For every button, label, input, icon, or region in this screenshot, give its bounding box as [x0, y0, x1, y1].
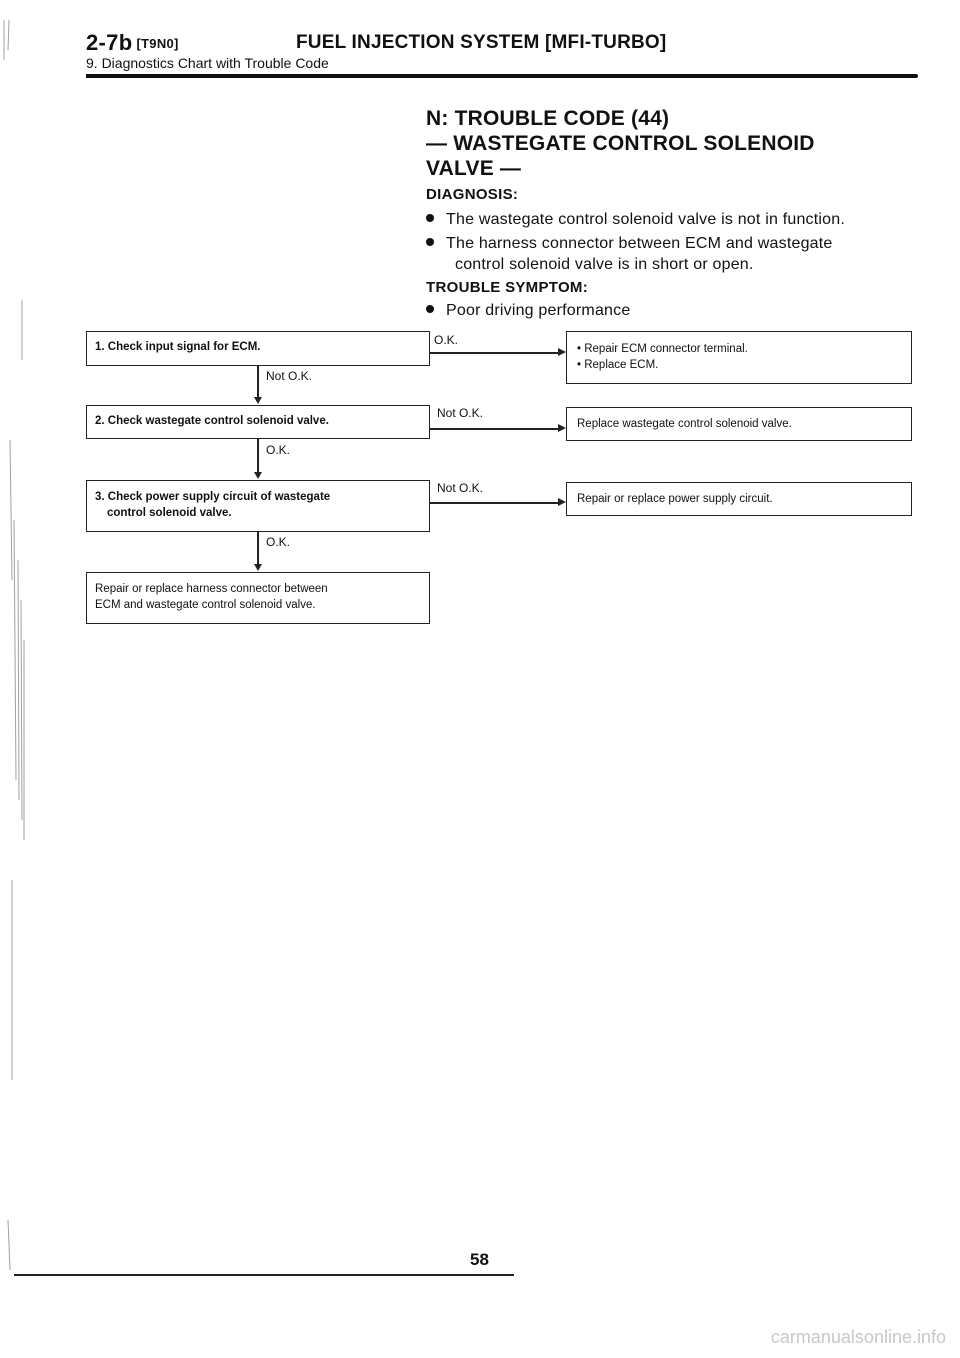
- page-title: FUEL INJECTION SYSTEM [MFI-TURBO]: [296, 32, 667, 53]
- step-1-text: 1. Check input signal for ECM.: [95, 341, 261, 353]
- result-3-text: Repair or replace power supply circuit.: [577, 493, 773, 505]
- step-box-3: [86, 480, 430, 532]
- down-label-3: O.K.: [266, 535, 291, 549]
- arrow-down-icon: [254, 397, 262, 404]
- symptom-item-text: Poor driving performance: [446, 302, 631, 319]
- diagnosis-item-text: The wastegate control solenoid valve is not in function.: [446, 211, 845, 228]
- diagnosis-heading: DIAGNOSIS:: [426, 186, 519, 203]
- result-2-text: Replace wastegate control solenoid valve.: [577, 418, 792, 430]
- arrow-down-icon: [254, 472, 262, 479]
- connector-line: [257, 366, 259, 397]
- result-1-line-2: • Replace ECM.: [577, 359, 659, 371]
- final-action-line-1: Repair or replace harness connector between: [95, 583, 328, 595]
- down-label-2: O.K.: [266, 443, 291, 457]
- watermark: carmanualsonline.info: [770, 1327, 946, 1347]
- symptom-heading: TROUBLE SYMPTOM:: [426, 279, 589, 296]
- result-box-3: [566, 482, 912, 516]
- arrow-right-icon: [558, 498, 566, 506]
- down-label-1: Not O.K.: [266, 369, 313, 383]
- step-3-text-line-1: 3. Check power supply circuit of wastegate: [95, 491, 331, 503]
- arrow-right-icon: [558, 348, 566, 356]
- side-label-1: O.K.: [434, 333, 459, 347]
- final-action-line-2: ECM and wastegate control solenoid valve.: [95, 599, 316, 611]
- branch-line: [430, 428, 558, 430]
- section-code-tag: [T9N0]: [136, 36, 179, 51]
- branch-line: [430, 352, 558, 354]
- diagnosis-item-text: The harness connector between ECM and wastegate: [446, 235, 833, 252]
- final-action-box: [86, 572, 430, 624]
- result-1-line-1: • Repair ECM connector terminal.: [577, 343, 748, 355]
- side-label-2: Not O.K.: [437, 406, 484, 420]
- section-title-line-2: — WASTEGATE CONTROL SOLENOID: [426, 132, 815, 155]
- step-3-text-line-2: control solenoid valve.: [107, 507, 232, 519]
- final-action-text: [95, 581, 328, 613]
- arrow-right-icon: [558, 424, 566, 432]
- page-subtitle: 9. Diagnostics Chart with Trouble Code: [86, 55, 329, 71]
- footer-rule: [14, 1274, 514, 1276]
- section-code-number: 2-7b: [86, 30, 133, 55]
- branch-line: [430, 502, 558, 504]
- page-number: 58: [470, 1250, 489, 1269]
- step-2-text: 2. Check wastegate control solenoid valve.: [95, 415, 329, 427]
- section-title-line-3: VALVE —: [426, 157, 522, 180]
- arrow-down-icon: [254, 564, 262, 571]
- section-title-line-1: N: TROUBLE CODE (44): [426, 107, 670, 130]
- connector-line: [257, 439, 259, 472]
- step-box-1: [86, 331, 430, 366]
- step-box-2: [86, 405, 430, 439]
- result-1-text: [577, 341, 748, 373]
- side-label-3: Not O.K.: [437, 481, 484, 495]
- diagnosis-item-text-cont: control solenoid valve is in short or open.: [455, 256, 754, 273]
- step-3-text: [95, 489, 330, 521]
- connector-line: [257, 532, 259, 564]
- result-box-1: [566, 331, 912, 384]
- result-box-2: [566, 407, 912, 441]
